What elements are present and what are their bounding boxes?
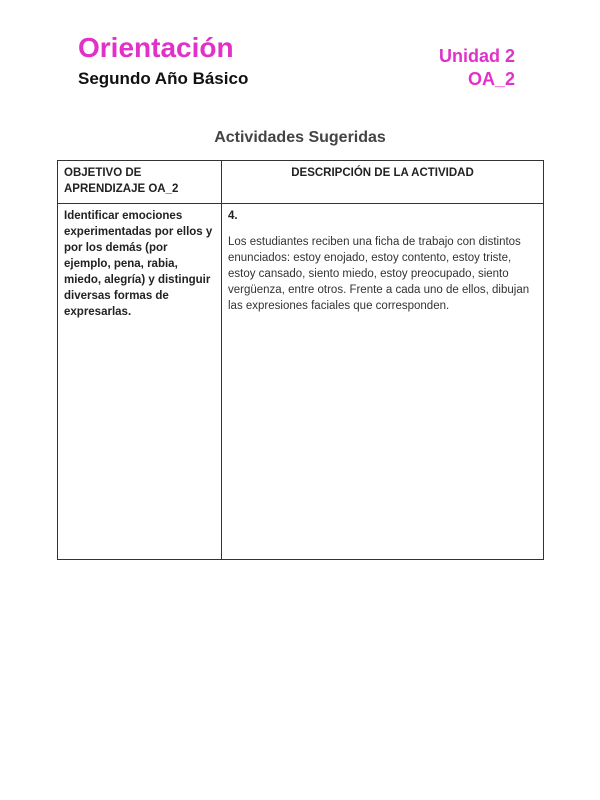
objective-cell [58,204,222,560]
table-row [58,204,544,560]
objective-header: OBJETIVO DE APRENDIZAJE OA_2 [58,161,222,204]
unit-label: Unidad 2 [438,46,515,66]
table-header-row [58,161,544,204]
activity-description: Los estudiantes reciben una ficha de trabajo con distintos enunciados: estoy enojado, estoy contento, estoy triste, estoy cansado, siento miedo, estoy preocupado, siento vergüenza, entre otros. Frente a cada uno de ellos, dibujan las expresiones faciales que corresponden. [228,236,530,312]
description-cell [222,204,544,560]
page-subtitle: Segundo Año Básico [78,69,249,88]
objective-text: Identificar emociones experimentadas por ellos y por los demás (por ejemplo, pena, rabia, miedo, alegría) y distinguir diversas formas de expresarlas. [64,210,213,318]
activities-table [57,160,544,560]
section-title: Actividades Sugeridas [214,129,386,146]
page-title: Orientación [78,32,234,63]
activity-number: 4. [228,210,238,222]
description-header: DESCRIPCIÓN DE LA ACTIVIDAD [222,161,544,204]
oa-label: OA_2 [467,69,515,89]
